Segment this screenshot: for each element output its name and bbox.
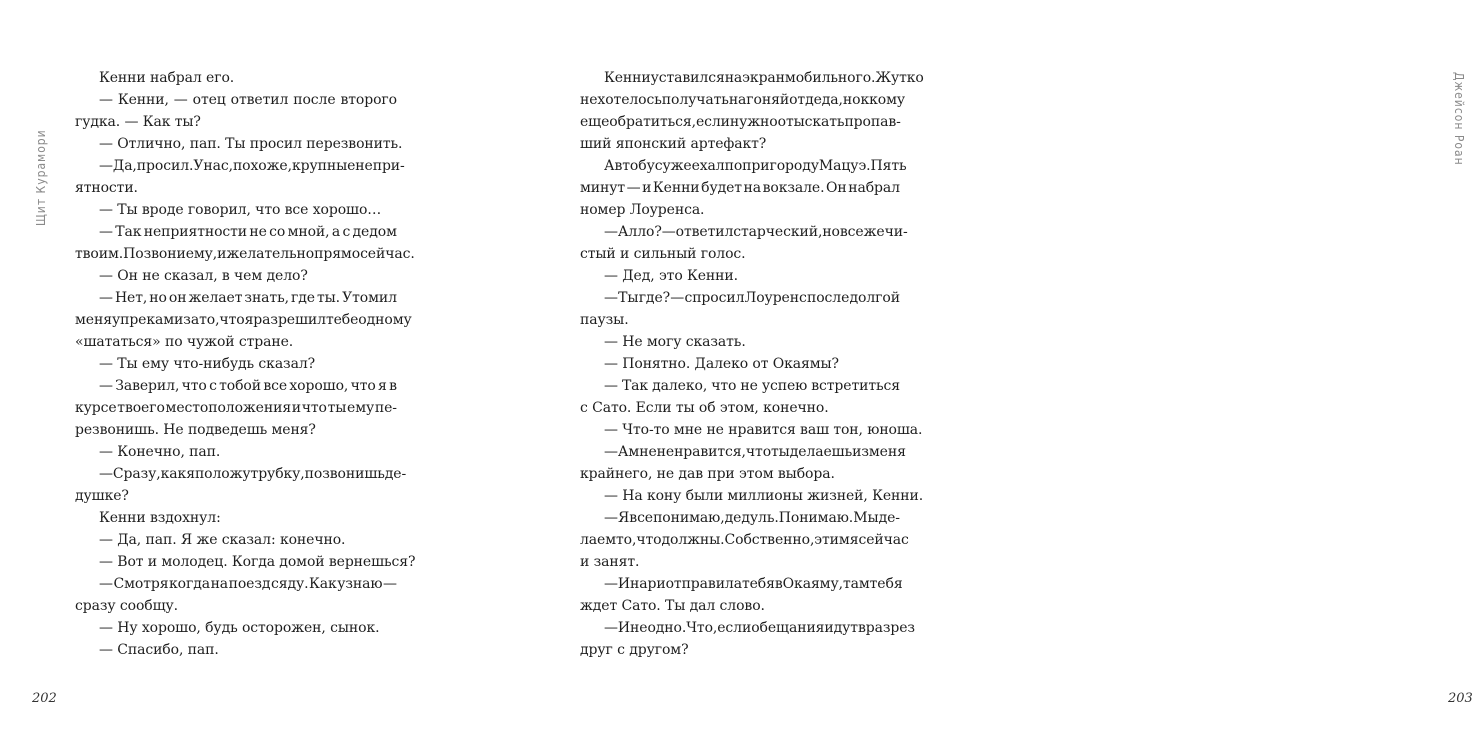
text-line: еще обратиться, если нужно отыскать пропав- bbox=[580, 114, 901, 130]
text-line: — Вот и молодец. Когда домой вернешься? bbox=[99, 554, 416, 570]
text-line: — А мне не нравится, что ты делаешь из меня bbox=[604, 444, 906, 460]
text-line: — Спасибо, пап. bbox=[99, 642, 219, 658]
text-line: — Не могу сказать. bbox=[604, 334, 746, 350]
text-line: с Сато. Если ты об этом, конечно. bbox=[580, 400, 829, 416]
text-line: резвонишь. Не подведешь меня? bbox=[75, 422, 316, 438]
text-line: минут — и Кенни будет на вокзале. Он набрал bbox=[580, 180, 900, 196]
text-line: стый и сильный голос. bbox=[580, 246, 746, 262]
text-line: — Так далеко, что не успею встретиться bbox=[604, 378, 900, 394]
text-line: — Нет, но он желает знать, где ты. Утомил bbox=[99, 290, 397, 306]
text-line: — Алло? — ответил старческий, но все же чи- bbox=[604, 224, 908, 240]
text-line: твоим. Позвони ему, и желательно прямо сейчас. bbox=[75, 246, 415, 262]
text-line: «шататься» по чужой стране. bbox=[75, 334, 294, 350]
text-line: — Он не сказал, в чем дело? bbox=[99, 268, 308, 284]
right-body-text bbox=[580, 67, 924, 661]
text-line: Кенни вздохнул: bbox=[99, 510, 221, 526]
text-line: — Заверил, что с тобой все хорошо, что я в bbox=[99, 378, 397, 394]
text-line: лаем то, что должны. Собственно, этим я сейчас bbox=[580, 532, 909, 548]
text-line: Кенни уставился на экран мобильного. Жутко bbox=[604, 70, 924, 86]
text-line: — Ты вроде говорил, что все хорошо… bbox=[99, 202, 382, 218]
text-line: друг с другом? bbox=[580, 642, 689, 658]
page-number-right: 203 bbox=[1448, 691, 1473, 706]
left-page bbox=[0, 0, 500, 750]
text-line: — Ты ему что-нибудь сказал? bbox=[99, 356, 316, 372]
text-line: — Сразу, как я положу трубку, позвонишь де- bbox=[99, 466, 407, 482]
text-line: — Да, пап. Я же сказал: конечно. bbox=[99, 532, 346, 548]
page-number-left: 202 bbox=[32, 691, 57, 706]
text-line: ший японский артефакт? bbox=[580, 136, 767, 152]
text-line: — Инари отправила тебя в Окаяму, там тебя bbox=[604, 576, 903, 592]
text-line: номер Лоуренса. bbox=[580, 202, 705, 218]
running-head-left: Щит Курамори bbox=[34, 129, 48, 226]
text-line: — Кенни, — отец ответил после второго bbox=[99, 92, 397, 108]
text-line: и занят. bbox=[580, 554, 640, 570]
text-line: — Что-то мне не нравится ваш тон, юноша. bbox=[604, 422, 923, 438]
text-line: ждет Сато. Ты дал слово. bbox=[580, 598, 765, 614]
text-line: ятности. bbox=[75, 180, 138, 196]
text-line: Кенни набрал его. bbox=[99, 70, 235, 86]
text-line: душке? bbox=[75, 488, 129, 504]
text-line: — Я все понимаю, дедуль. Понимаю. Мы де- bbox=[604, 510, 900, 526]
text-line: — Ты где? — спросил Лоуренс после долгой bbox=[604, 290, 900, 306]
text-line: — Да, просил. У нас, похоже, крупные непри- bbox=[99, 158, 405, 174]
right-page bbox=[500, 0, 1473, 750]
left-body-text bbox=[75, 67, 416, 661]
running-head-right: Джейсон Роан bbox=[1452, 72, 1466, 166]
text-line: — Конечно, пап. bbox=[99, 444, 221, 460]
text-line: — Дед, это Кенни. bbox=[604, 268, 738, 284]
text-line: паузы. bbox=[580, 312, 629, 328]
text-line: гудка. — Как ты? bbox=[75, 114, 201, 130]
text-line: — Так неприятности не со мной, а с дедом bbox=[99, 224, 397, 240]
text-line: — Понятно. Далеко от Окаямы? bbox=[604, 356, 839, 372]
text-line: курсе твоего местоположения и что ты ему пе- bbox=[75, 400, 397, 416]
text-line: Автобус уже ехал по пригороду Мацуэ. Пять bbox=[604, 158, 907, 174]
text-line: — Ну хорошо, будь осторожен, сынок. bbox=[99, 620, 380, 636]
text-line: — Отлично, пап. Ты просил перезвонить. bbox=[99, 136, 403, 152]
text-line: — На кону были миллионы жизней, Кенни. bbox=[604, 488, 924, 504]
text-line: не хотелось получать нагоняй от деда, но к кому bbox=[580, 92, 906, 108]
text-line: — И не одно. Что, если обещания идут вразрез bbox=[604, 620, 915, 636]
text-line: крайнего, не дав при этом выбора. bbox=[580, 466, 835, 482]
text-line: сразу сообщу. bbox=[75, 598, 179, 614]
text-line: меня упреками за то, что я разрешил тебе одному bbox=[75, 312, 412, 328]
text-line: — Смотря когда на поезд сяду. Как узнаю — bbox=[99, 576, 397, 592]
